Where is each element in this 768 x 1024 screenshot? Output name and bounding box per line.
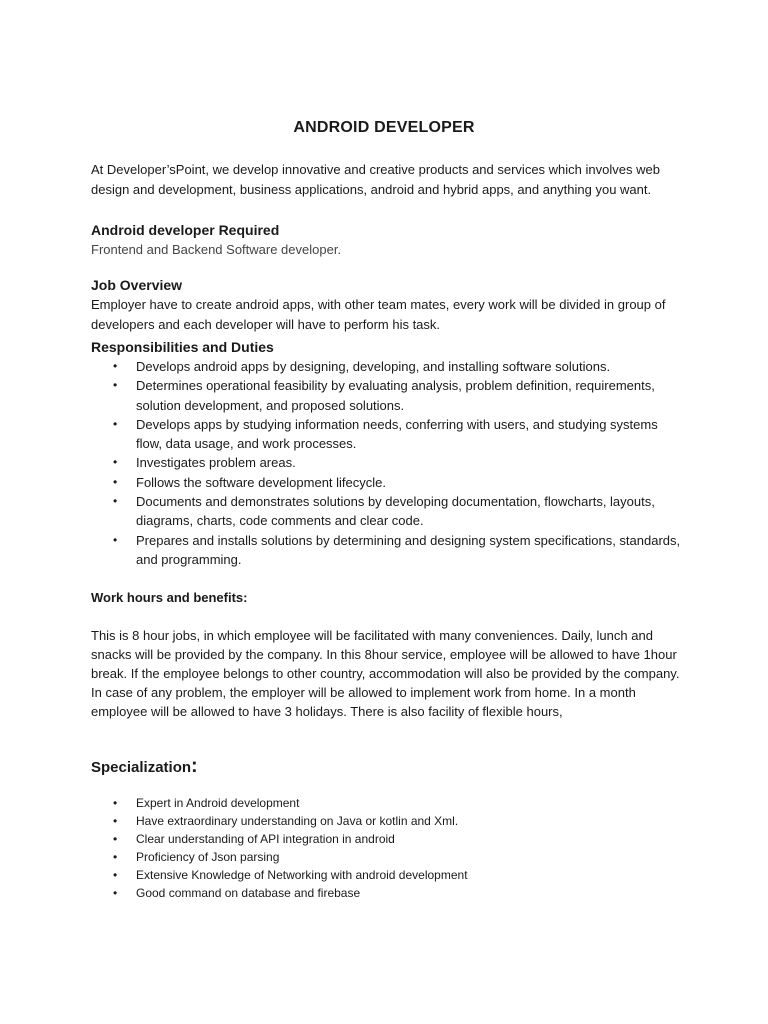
- list-item: • Good command on database and firebase: [91, 885, 681, 903]
- bullet-icon: •: [113, 455, 118, 470]
- document-title: ANDROID DEVELOPER: [293, 119, 475, 136]
- required-section: [91, 221, 681, 260]
- list-item: • Develops apps by studying information needs, conferring with users, and studying systems flow, data usage, and work processes.: [113, 416, 658, 452]
- bullet-icon: •: [113, 831, 118, 846]
- bullet-icon: •: [113, 885, 118, 900]
- specialization-section: [91, 755, 681, 778]
- overview-text: Employer have to create android apps, with other team mates, every work will be divided in group of developers and each developer will have to perform his task.: [91, 297, 666, 332]
- list-item: • Extensive Knowledge of Networking with android development: [91, 867, 681, 885]
- bullet-icon: •: [113, 378, 118, 393]
- work-hours-heading: Work hours and benefits:: [91, 590, 248, 605]
- list-item: • Have extraordinary understanding on Java or kotlin and Xml.: [91, 813, 681, 831]
- list-item: • Proficiency of Json parsing: [91, 849, 681, 867]
- list-item: • Expert in Android development: [91, 795, 681, 813]
- bullet-icon: •: [113, 474, 118, 489]
- work-hours-text: This is 8 hour jobs, in which employee will be facilitated with many conveniences. Daily, lunch and snacks will be provided by the company. In this 8hour service, employee will be allowed to have 1hour break. If the employee belongs to other country, accommodation will also be provided by the company. In case of any problem, the employer will be allowed to implement work from home. In a month employee will be allowed to have 3 holidays. There is also facility of flexible hours,: [91, 627, 680, 719]
- intro-section: [91, 160, 681, 199]
- bullet-icon: •: [113, 813, 118, 828]
- bullet-icon: •: [113, 494, 118, 509]
- bullet-icon: •: [113, 849, 118, 864]
- responsibilities-section: [91, 338, 681, 569]
- required-text: Frontend and Backend Software developer.: [91, 242, 342, 257]
- list-item: • Documents and demonstrates solutions by developing documentation, flowcharts, layouts, diagrams, charts, code comments and clear code.: [113, 494, 655, 529]
- work-hours-section: [91, 588, 681, 721]
- bullet-icon: •: [113, 796, 118, 810]
- list-item: • Follows the software development lifecycle.: [91, 473, 681, 492]
- specialization-heading: Specialization:: [91, 755, 198, 777]
- bullet-icon: •: [113, 359, 118, 373]
- intro-paragraph: At Developer’sPoint, we develop innovative and creative products and services which involves web design and development, business applications, android and hybrid apps, and anything you want.: [91, 162, 660, 197]
- list-item: • Prepares and installs solutions by determining and designing system specifications, standards, and programming.: [113, 532, 681, 567]
- specialization-list-wrap: [91, 795, 681, 902]
- overview-section: [91, 276, 681, 334]
- list-item: • Develops android apps by designing, developing, and installing software solutions.: [91, 357, 681, 376]
- bullet-icon: •: [113, 532, 118, 547]
- list-item: • Clear understanding of API integration in android: [91, 831, 681, 849]
- list-item: • Determines operational feasibility by evaluating analysis, problem definition, requirements, solution development, and proposed solutions.: [113, 378, 655, 413]
- responsibilities-list: [91, 357, 681, 569]
- bullet-icon: •: [113, 867, 118, 882]
- bullet-icon: •: [113, 416, 118, 431]
- required-heading: Android developer Required: [91, 222, 280, 238]
- responsibilities-heading: Responsibilities and Duties: [91, 339, 274, 355]
- specialization-list: [91, 795, 681, 902]
- list-item: • Investigates problem areas.: [91, 453, 681, 472]
- overview-heading: Job Overview: [91, 277, 183, 293]
